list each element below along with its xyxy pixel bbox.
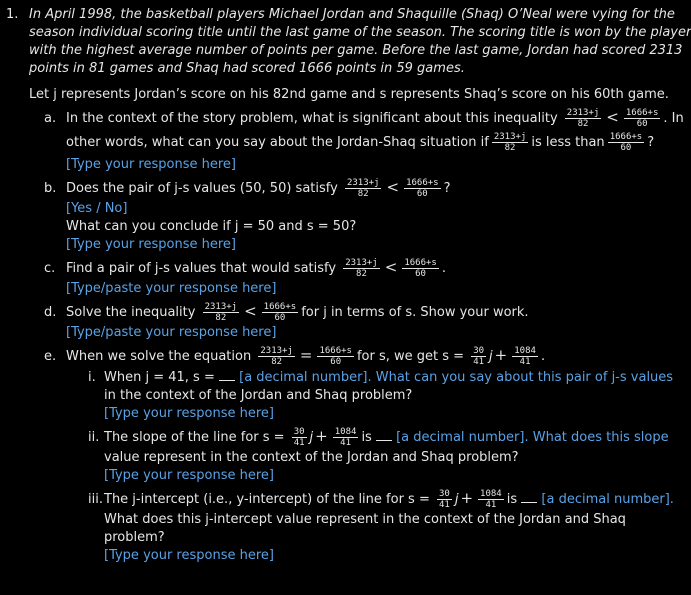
part-e-i-line2: in the context of the Jordan and Shaq problem? xyxy=(104,388,413,403)
intercept-fraction: $\frac{1084}{41}$ xyxy=(514,346,536,367)
part-e-ii-line1: ii. The slope of the line for s = $\frac{30}{41}$ j + $\frac{1084}{41}$ is [a decimal number]. What does this slope xyxy=(88,423,663,449)
intro-line: points in 81 games and Shaq had scored 1666 points in 59 games. xyxy=(29,61,465,76)
jordan-fraction: $\frac{2313+j}{82}$ xyxy=(566,108,600,129)
question-number: 1. xyxy=(6,7,19,22)
part-e-ii-marker: ii. xyxy=(88,430,100,445)
part-e-iii-decimal-field[interactable]: [a decimal number]. xyxy=(541,492,674,507)
let-definition: Let j represents Jordan’s score on his 82nd game and s represents Shaq’s score on his 60th game. xyxy=(29,87,669,102)
question-intro xyxy=(0,6,691,86)
part-c-marker: c. xyxy=(44,261,56,276)
intercept-fraction: $\frac{1084}{41}$ xyxy=(334,427,357,448)
part-e-ii-response-field[interactable]: [Type your response here] xyxy=(104,468,274,483)
part-b-marker: b. xyxy=(44,181,57,196)
part-a-marker: a. xyxy=(44,111,57,126)
part-b-line2: What can you conclude if j = 50 and s = 50? xyxy=(66,219,357,234)
part-e-iii-line1: iii.The j-intercept (i.e., y-intercept) of the line for s = $\frac{30}{41}$ j + $\frac{1084}{41}$ is [a decimal number]. xyxy=(88,485,663,511)
intro-line: season individual scoring title until the last game of the season. The scoring title is won by the player xyxy=(29,25,691,40)
answer-blank[interactable] xyxy=(376,428,392,441)
part-e-ii-line2: value represent in the context of the Jordan and Shaq problem? xyxy=(104,450,519,465)
jordan-fraction: $\frac{2313+j}{82}$ xyxy=(346,178,380,199)
part-a-response-field[interactable]: [Type your response here] xyxy=(66,157,236,172)
shaq-fraction: $\frac{1666+s}{60}$ xyxy=(406,178,439,199)
part-c-response-field[interactable]: [Type/paste your response here] xyxy=(66,281,277,296)
part-d-response-field[interactable]: [Type/paste your response here] xyxy=(66,325,277,340)
jordan-fraction: $\frac{2313+j}{82}$ xyxy=(493,132,527,153)
part-e-iii-response-field[interactable]: [Type your response here] xyxy=(104,548,274,563)
part-d-line1: d. Solve the inequality $\frac{2313+j}{82}$ < $\frac{1666+s}{60}$ for j in terms of s. Show your work. xyxy=(44,298,663,324)
shaq-fraction: $\frac{1666+s}{60}$ xyxy=(404,258,437,279)
slope-fraction: $\frac{30}{41}$ xyxy=(473,346,485,367)
part-e-i-decimal-field[interactable]: [a decimal number]. What can you say about this pair of j-s values xyxy=(239,370,674,385)
part-e-line1: e. When we solve the equation $\frac{2313+j}{82}$ = $\frac{1666+s}{60}$ for s, we get s = $\frac{30}{41}$ j + $\frac{1084}{41}$ . xyxy=(44,342,663,368)
part-d-marker: d. xyxy=(44,305,57,320)
part-e-i-response-field[interactable]: [Type your response here] xyxy=(104,406,274,421)
part-b-response-field[interactable]: [Type your response here] xyxy=(66,237,236,252)
part-e-ii-decimal-field[interactable]: [a decimal number]. What does this slope xyxy=(396,430,669,445)
part-e-iii-marker: iii. xyxy=(88,492,103,507)
shaq-fraction: $\frac{1666+s}{60}$ xyxy=(625,108,659,129)
jordan-fraction: $\frac{2313+j}{82}$ xyxy=(204,302,238,323)
part-e-iii-line2: What does this j-intercept value represent in the context of the Jordan and Shaq xyxy=(104,512,626,527)
answer-blank[interactable] xyxy=(521,490,537,503)
worksheet-page xyxy=(0,6,691,565)
jordan-fraction: $\frac{2313+j}{82}$ xyxy=(260,346,293,367)
part-b-line1: b. Does the pair of j-s values (50, 50) satisfy $\frac{2313+j}{82}$ < $\frac{1666+s}{60}$ ? xyxy=(44,174,663,200)
intro-text xyxy=(29,6,691,78)
shaq-fraction: $\frac{1666+s}{60}$ xyxy=(319,346,352,367)
intro-line: In April 1998, the basketball players Michael Jordan and Shaquille (Shaq) O’Neal were vying for the xyxy=(29,7,675,22)
part-e-iii-line3: problem? xyxy=(104,530,165,545)
answer-blank[interactable] xyxy=(219,368,235,381)
part-b-yes-no-field[interactable]: [Yes / No] xyxy=(66,201,128,216)
part-e-marker: e. xyxy=(44,349,57,364)
intercept-fraction: $\frac{1084}{41}$ xyxy=(480,489,502,510)
part-c-line1: c. Find a pair of j-s values that would satisfy $\frac{2313+j}{82}$ < $\frac{1666+s}{60}$ . xyxy=(44,254,663,280)
part-e-i-marker: i. xyxy=(88,370,96,385)
jordan-fraction: $\frac{2313+j}{82}$ xyxy=(345,258,378,279)
slope-fraction: $\frac{30}{41}$ xyxy=(293,427,305,448)
shaq-fraction: $\frac{1666+s}{60}$ xyxy=(609,132,643,153)
intro-line: with the highest average number of points per game. Before the last game, Jordan had scored 2313 xyxy=(29,43,683,58)
part-a-line1: a. In the context of the story problem, what is significant about this inequality $\frac{2313+j}{82}$ < $\frac{1666+s}{60}$ . In xyxy=(44,104,663,130)
part-e-i-line1: i. When j = 41, s = [a decimal number]. What can you say about this pair of j-s values xyxy=(88,370,674,385)
part-a-line2: other words, what can you say about the Jordan-Shaq situation if $\frac{2313+j}{82}$ is less than $\frac{1666+s}{60}$ ? xyxy=(66,132,655,153)
slope-fraction: $\frac{30}{41}$ xyxy=(439,489,450,510)
shaq-fraction: $\frac{1666+s}{60}$ xyxy=(263,302,297,323)
